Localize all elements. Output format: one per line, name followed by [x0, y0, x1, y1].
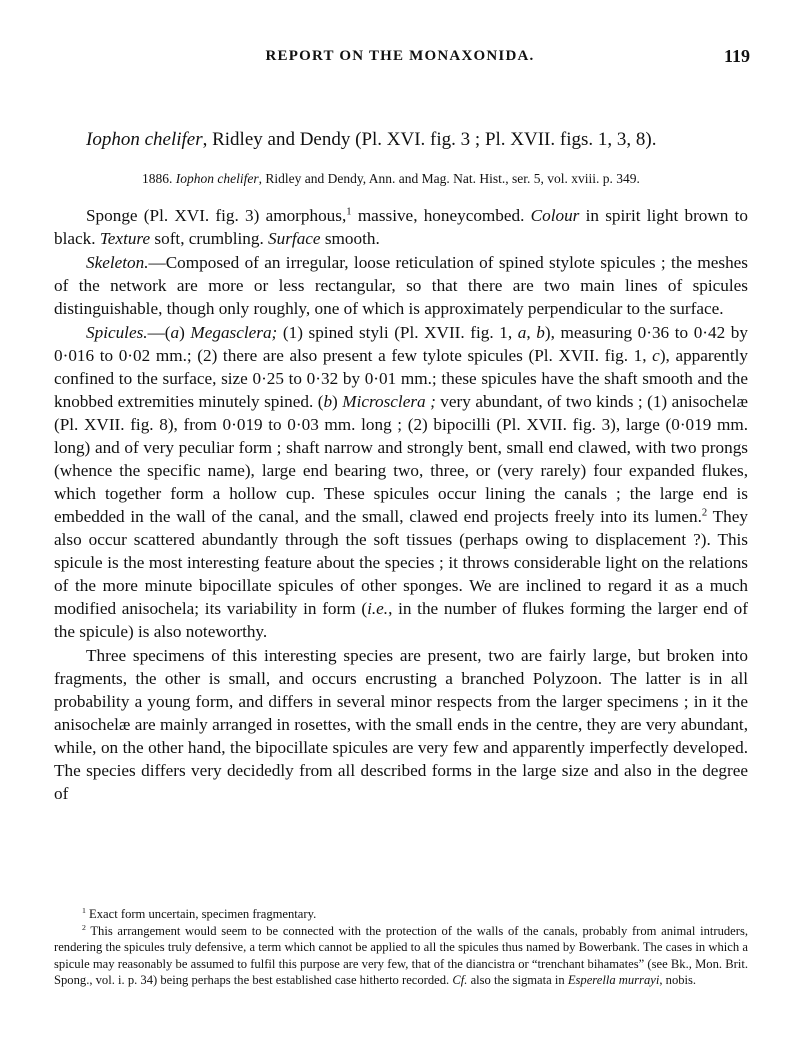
text-run: ) [332, 392, 343, 411]
species-heading [86, 128, 766, 152]
paragraph-spicules [54, 321, 748, 643]
text-run: massive, honeycombed. [351, 206, 531, 225]
text-run: , in the number of flukes forming the larger end of the spicule) is also noteworthy. [54, 599, 748, 641]
text-run: b [536, 323, 545, 342]
footnote-text: Exact form uncertain, specimen fragmentary. [85, 907, 317, 921]
text-run: very abundant, of two kinds ; (1) anisochelæ (Pl. XVII. fig. 8), from 0·019 to 0·03 mm. long ; (2) bipocilli (Pl. XVII. fig. 3), large (0·019 mm. long) and of very peculiar form ; shaft narrow and strongly bent, small end clawed, with two prongs (whence the specific name), large end bearing two, three, or (very rarely) four expanded flukes, which together form a hollow cup. These spicules occur lining the canals ; the large end is embedded in the wall of the canal, and the small, clawed end projects freely into its lumen. [54, 392, 748, 526]
footnote-ref-1: 1 [346, 206, 352, 218]
text-run: ), measuring 0·36 to 0·42 by 0·016 to 0·02 mm.; (2) there are also present a few tylote spicules (Pl. XVII. fig. 1, [54, 323, 748, 365]
paragraph-description [54, 204, 748, 250]
skeleton-label: Skeleton. [86, 253, 149, 272]
footnote-text: This arrangement would seem to be connected with the protection of the walls of the canals, probably from animal intruders, rendering the spicules truly defensive, a term which cannot be applied to all the spicules thus named by Bowerbank. The cases in which a spicule may reasonably be assumed to fulfil this purpose are very few, that of the diancistra or “trenchant bihamates” (see Bk., Mon. Brit. Spong., vol. i. p. 34) being perhaps the best established case hitherto recorded. [54, 923, 748, 987]
page-number: 119 [723, 46, 750, 66]
footnote-2 [54, 923, 748, 989]
text-run: ) [179, 323, 191, 342]
body-text [54, 204, 748, 805]
text-run: —( [147, 323, 171, 342]
footnote-text: also the sigmata in [467, 973, 568, 987]
text-run: a [170, 323, 180, 342]
footnotes [54, 906, 748, 989]
text-run: They also occur scattered abundantly through the soft tissues (perhaps owing to displacement ?). This spicule is the most interesting feature about the species ; it throws considerable light on the relations of the more minute bipocillate spicules of other sponges. We are inclined to regard it as a much modified anisochela; its variability in form ( [54, 507, 748, 618]
footnote-mark: 1 [82, 905, 86, 915]
text-run: smooth. [320, 229, 380, 248]
synonymy-citation [142, 170, 762, 188]
text-run: in spirit light brown to black. [54, 206, 748, 248]
synonymy-year: 1886. [142, 171, 173, 186]
species-authority: , Ridley and Dendy (Pl. XVI. fig. 3 ; Pl. XVII. figs. 1, 3, 8). [202, 129, 657, 150]
species-name: Iophon chelifer [86, 129, 203, 150]
text-run: —Composed of an irregular, loose reticulation of spined stylote spicules ; the meshes of the network are more or less rectangular, so that there are two main lines of spicules distinguishable, though only roughly, one of which is approximately perpendicular to the surface. [54, 253, 748, 318]
footnote-text: , nobis. [659, 973, 697, 987]
text-run: Sponge (Pl. XVI. fig. 3) amorphous, [86, 206, 347, 225]
megasclera-label: Megasclera; [190, 323, 278, 342]
text-run: ), apparently confined to the surface, size 0·25 to 0·32 by 0·01 mm.; these spicules have the shaft smooth and the knobbed extremities minutely spined. ( [54, 346, 748, 411]
colour-label: Colour [530, 206, 580, 225]
spicules-label: Spicules. [86, 323, 148, 342]
footnote-species: Esperella murrayi [567, 973, 660, 987]
synonymy-name: Iophon chelifer [175, 171, 259, 186]
footnote-mark: 2 [82, 922, 86, 932]
text-run: soft, crumbling. [150, 229, 269, 248]
texture-label: Texture [99, 229, 151, 248]
synonymy-reference: , Ridley and Dendy, Ann. and Mag. Nat. Hist., ser. 5, vol. xviii. p. 349. [258, 171, 640, 186]
footnote-text: Cf. [452, 973, 468, 987]
running-title: REPORT ON THE MONAXONIDA. [265, 48, 535, 64]
text-run: , [526, 323, 537, 342]
surface-label: Surface [268, 229, 321, 248]
footnote-ref-2: 2 [701, 507, 708, 519]
text-run: c [652, 346, 660, 365]
microsclera-label: Microsclera ; [342, 392, 436, 411]
paragraph-skeleton [54, 251, 748, 320]
text-run: (1) spined styli (Pl. XVII. fig. 1, [277, 323, 518, 342]
text-run: b [323, 392, 333, 411]
paragraph-specimens: Three specimens of this interesting species are present, two are fairly large, but broken into fragments, the other is small, and occurs encrusting a branched Polyzoon. The latter is in all probability a young form, and differs in several minor respects from the larger specimens ; in it the anisochelæ are mainly arranged in rosettes, with the small ends in the centre, they are very abundant, while, on the other hand, the bipocillate spicules are very few and apparently imperfectly developed. The species differs very decidedly from all described forms in the large size and also in the degree of [54, 646, 748, 803]
footnote-1 [54, 906, 748, 923]
text-run: i.e. [367, 599, 389, 618]
running-head [0, 46, 800, 68]
text-run: a [517, 323, 527, 342]
